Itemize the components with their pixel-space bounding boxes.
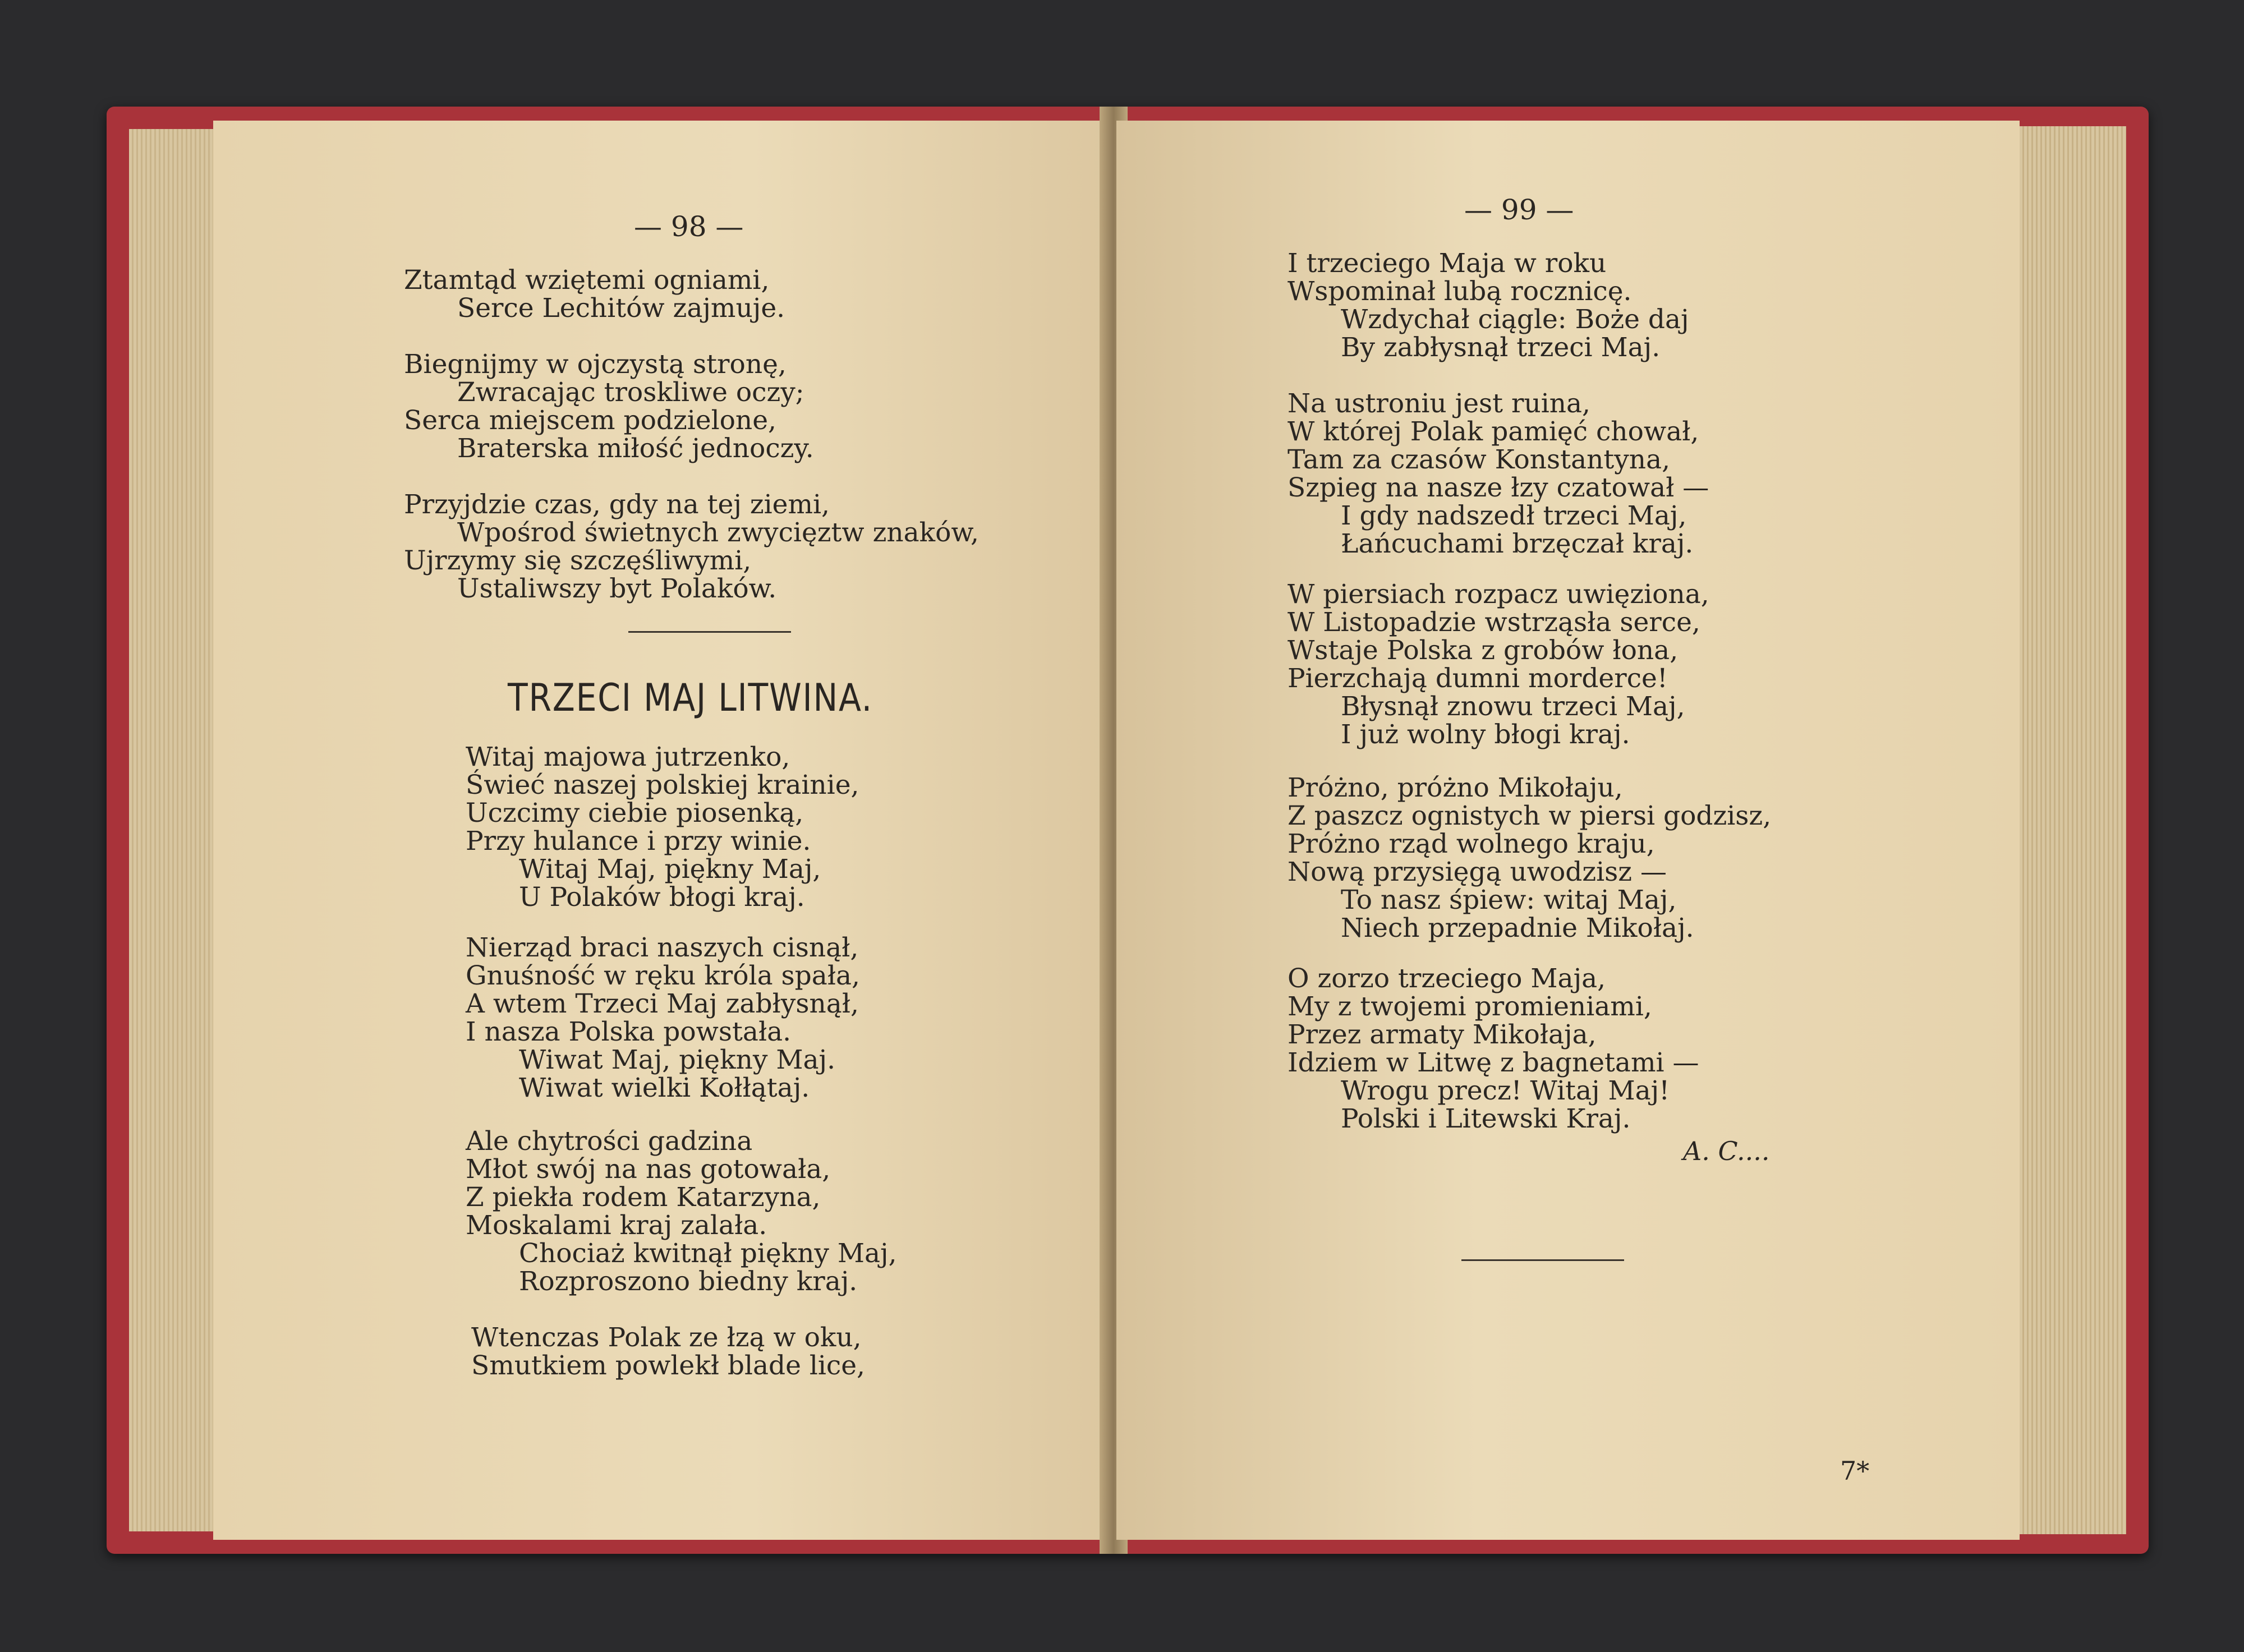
verse-line: Wrogu precz! Witaj Maj! bbox=[1341, 1075, 1670, 1106]
verse-line: By zabłysnął trzeci Maj. bbox=[1341, 332, 1661, 363]
verse-line: I nasza Polska powstała. bbox=[466, 1016, 792, 1047]
verse-line: Rozproszono biedny kraj. bbox=[519, 1266, 858, 1297]
verse-line: Moskalami kraj zalała. bbox=[466, 1210, 767, 1241]
verse-line: To nasz śpiew: witaj Maj, bbox=[1341, 885, 1677, 915]
verse-line: I gdy nadszedł trzeci Maj, bbox=[1341, 500, 1687, 531]
page-number-99: — 99 — bbox=[1464, 194, 1574, 226]
stanza bbox=[1287, 581, 1709, 749]
stanza bbox=[1287, 250, 1689, 362]
verse-line: Biegnijmy w ojczystą stronę, bbox=[404, 349, 787, 380]
verse-line: Smutkiem powlekł blade lice, bbox=[471, 1350, 865, 1381]
verse-line: U Polaków błogi kraj. bbox=[519, 882, 805, 913]
right-page bbox=[1116, 121, 2020, 1540]
verse-line: O zorzo trzeciego Maja, bbox=[1287, 963, 1606, 994]
stanza bbox=[404, 351, 814, 463]
verse-line: Chociaż kwitnął piękny Maj, bbox=[519, 1238, 897, 1269]
verse-line: Próżno rząd wolnego kraju, bbox=[1287, 829, 1655, 859]
verse-line: Wzdychał ciągle: Boże daj bbox=[1341, 304, 1689, 335]
stanza bbox=[1287, 965, 1699, 1133]
verse-line: Wstaje Polska z grobów łona, bbox=[1287, 635, 1679, 666]
verse-line: Świeć naszej polskiej krainie, bbox=[466, 770, 859, 800]
verse-line: Witaj Maj, piękny Maj, bbox=[519, 854, 821, 885]
verse-line: W której Polak pamięć chował, bbox=[1287, 416, 1699, 447]
verse-line: Nierząd braci naszych cisnął, bbox=[466, 932, 859, 963]
signature-mark: 7* bbox=[1840, 1456, 1870, 1486]
stanza bbox=[466, 934, 860, 1102]
verse-line: Przy hulance i przy winie. bbox=[466, 826, 811, 857]
section-divider bbox=[628, 631, 791, 633]
verse-line: Pierzchają dumni morderce! bbox=[1287, 663, 1668, 694]
verse-line: Wspominał lubą rocznicę. bbox=[1287, 276, 1632, 307]
verse-line: I trzeciego Maja w roku bbox=[1287, 248, 1607, 279]
verse-line: Wpośrod świetnych zwycięztw znaków, bbox=[457, 517, 979, 548]
end-divider bbox=[1461, 1259, 1624, 1261]
verse-line: Łańcuchami brzęczał kraj. bbox=[1341, 528, 1694, 559]
stanza bbox=[404, 266, 785, 323]
verse-line: Przez armaty Mikołaja, bbox=[1287, 1019, 1597, 1050]
verse-line: W piersiach rozpacz uwięziona, bbox=[1287, 579, 1709, 610]
left-page bbox=[213, 121, 1111, 1540]
verse-line: Z paszcz ognistych w piersi godzisz, bbox=[1287, 800, 1772, 831]
author-signature: A. C.... bbox=[1683, 1136, 1770, 1166]
verse-line: I już wolny błogi kraj. bbox=[1341, 719, 1630, 750]
verse-line: Wiwat Maj, piękny Maj. bbox=[519, 1044, 836, 1075]
verse-line: Wtenczas Polak ze łzą w oku, bbox=[471, 1322, 862, 1353]
verse-line: Ustaliwszy byt Polaków. bbox=[457, 573, 777, 604]
verse-line: Na ustroniu jest ruina, bbox=[1287, 388, 1590, 419]
verse-line: My z twojemi promieniami, bbox=[1287, 991, 1652, 1022]
verse-line: Szpieg na nasze łzy czatował — bbox=[1287, 472, 1709, 503]
verse-line: Przyjdzie czas, gdy na tej ziemi, bbox=[404, 489, 830, 520]
verse-line: Polski i Litewski Kraj. bbox=[1341, 1103, 1631, 1134]
verse-line: Uczcimy ciebie piosenką, bbox=[466, 798, 804, 829]
verse-line: Wiwat wielki Kołłątaj. bbox=[519, 1073, 810, 1103]
verse-line: Niech przepadnie Mikołaj. bbox=[1341, 913, 1694, 944]
verse-line: Idziem w Litwę z bagnetami — bbox=[1287, 1047, 1699, 1078]
stanza bbox=[471, 1324, 865, 1380]
verse-line: A wtem Trzeci Maj zabłysnął, bbox=[466, 988, 859, 1019]
verse-line: Błysnął znowu trzeci Maj, bbox=[1341, 691, 1685, 722]
stanza bbox=[466, 1128, 897, 1296]
verse-line: Ale chytrości gadzina bbox=[466, 1126, 753, 1157]
verse-line: Braterska miłość jednoczy. bbox=[457, 433, 814, 464]
verse-line: Ujrzymy się szczęśliwymi, bbox=[404, 545, 752, 576]
stanza bbox=[404, 491, 979, 603]
right-page-edges bbox=[2020, 126, 2126, 1534]
stanza bbox=[466, 743, 859, 912]
stanza bbox=[1287, 390, 1709, 558]
verse-line: Ztamtąd wziętemi ogniami, bbox=[404, 265, 770, 296]
verse-line: W Listopadzie wstrząsła serce, bbox=[1287, 607, 1700, 638]
verse-line: Nową przysięgą uwodzisz — bbox=[1287, 857, 1667, 887]
verse-line: Serca miejscem podzielone, bbox=[404, 405, 776, 436]
verse-line: Młot swój na nas gotowała, bbox=[466, 1154, 831, 1185]
poem-title: TRZECI MAJ LITWINA. bbox=[508, 676, 873, 720]
verse-line: Serce Lechitów zajmuje. bbox=[457, 293, 785, 324]
verse-line: Gnuśność w ręku króla spała, bbox=[466, 960, 860, 991]
verse-line: Próżno, próżno Mikołaju, bbox=[1287, 772, 1623, 803]
left-page-edges bbox=[129, 129, 213, 1531]
stanza bbox=[1287, 774, 1771, 942]
verse-line: Zwracając troskliwe oczy; bbox=[457, 377, 804, 408]
verse-line: Z piekła rodem Katarzyna, bbox=[466, 1182, 821, 1213]
verse-line: Witaj majowa jutrzenko, bbox=[466, 742, 790, 772]
page-number-98: — 98 — bbox=[634, 210, 744, 243]
verse-line: Tam za czasów Konstantyna, bbox=[1287, 444, 1671, 475]
